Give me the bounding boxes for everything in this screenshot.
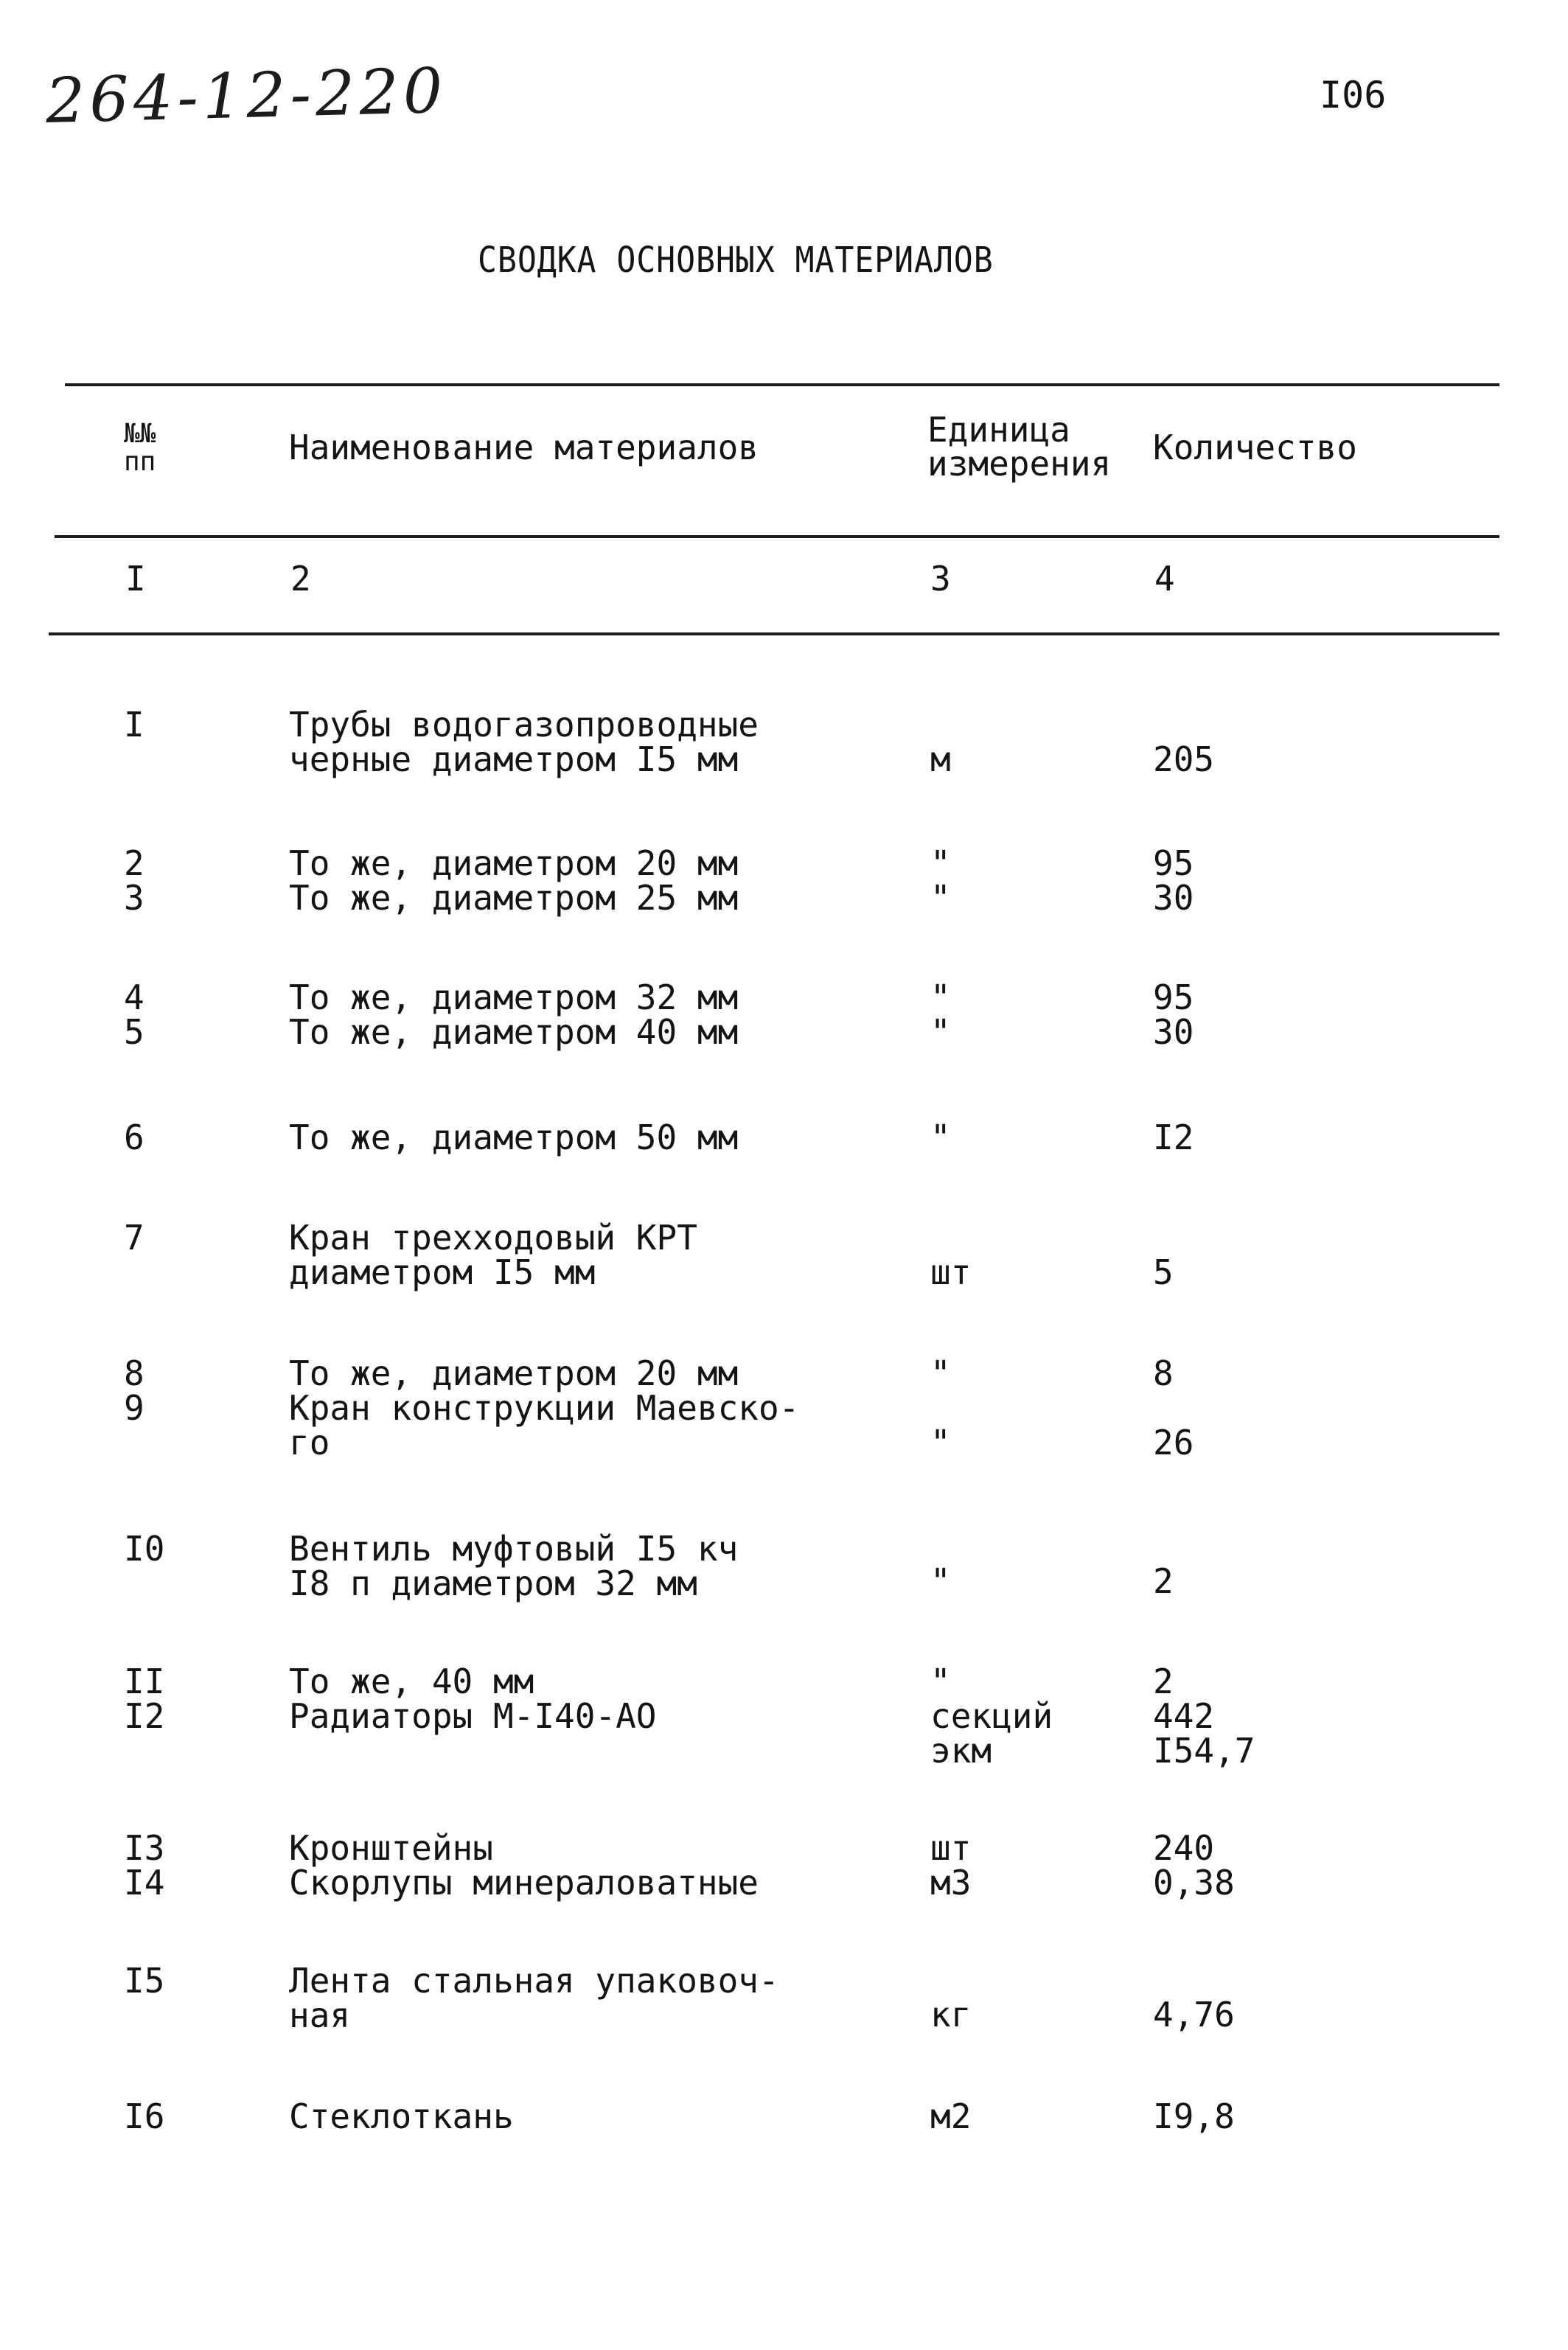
unit: м2: [930, 2096, 972, 2136]
unit: м: [930, 739, 951, 779]
material-name: То же, диаметром 20 мм То же, диаметром 25 мм: [289, 843, 739, 918]
unit: шт м3: [930, 1828, 972, 1903]
material-name: То же, диаметром 32 мм То же, диаметром 40 мм: [289, 977, 739, 1052]
unit: ": [930, 1118, 951, 1157]
unit: ": [930, 1423, 951, 1462]
material-name: Лента стальная упаковоч- ная: [289, 1961, 779, 2035]
row-number: 4 5: [124, 977, 144, 1052]
table-top-rule: [65, 383, 1499, 386]
unit: " секций экм: [930, 1662, 1053, 1771]
header-material-name: Наименование материалов: [289, 428, 759, 467]
material-name: Стеклоткань: [289, 2096, 514, 2136]
unit: ": [930, 1353, 951, 1393]
row-number: I5: [124, 1961, 165, 2001]
quantity: 8: [1153, 1353, 1174, 1393]
quantity: I2: [1153, 1118, 1194, 1157]
row-number: 8 9: [124, 1353, 144, 1428]
unit: " ": [930, 977, 951, 1052]
material-name: Трубы водогазопроводные черные диаметром I5 мм: [289, 705, 759, 779]
row-number: I: [124, 705, 144, 745]
column-number-1: I: [125, 559, 146, 599]
handwritten-doc-code: 264-12-220: [44, 54, 448, 137]
column-number-3: 3: [930, 559, 951, 599]
quantity: 95 30: [1153, 977, 1194, 1052]
column-number-2: 2: [290, 559, 311, 599]
unit: " ": [930, 843, 951, 918]
material-name: Кронштейны Скорлупы минераловатные: [289, 1828, 759, 1903]
header-quantity: Количество: [1153, 428, 1357, 467]
column-number-4: 4: [1154, 559, 1175, 599]
row-number: 6: [124, 1118, 144, 1157]
material-name: Вентиль муфтовый I5 кч I8 п диаметром 32 мм: [289, 1529, 739, 1603]
row-number: 2 3: [124, 843, 144, 918]
unit: шт: [930, 1252, 972, 1292]
quantity: 205: [1153, 739, 1215, 779]
quantity: 240 0,38: [1153, 1828, 1235, 1903]
header-unit: Единица измерения: [927, 410, 1112, 484]
quantity: I9,8: [1153, 2096, 1235, 2136]
row-number: I0: [124, 1529, 165, 1569]
header-bottom-rule: [55, 535, 1499, 538]
quantity: 2 442 I54,7: [1153, 1662, 1255, 1771]
page-number: I06: [1320, 74, 1387, 116]
quantity: 26: [1153, 1423, 1194, 1462]
quantity: 5: [1153, 1252, 1174, 1292]
material-name: То же, диаметром 50 мм: [289, 1118, 739, 1157]
unit: кг: [930, 1995, 972, 2035]
row-number: I3 I4: [124, 1828, 165, 1903]
row-number: II I2: [124, 1662, 165, 1736]
page-title: СВОДКА ОСНОВНЫХ МАТЕРИАЛОВ: [478, 240, 994, 281]
material-name: То же, 40 мм Радиаторы М-I40-АО: [289, 1662, 657, 1736]
material-name: То же, диаметром 20 мм Кран конструкции Маевско- го: [289, 1353, 800, 1462]
material-name: Кран трехходовый КРТ диаметром I5 мм: [289, 1218, 697, 1292]
quantity: 4,76: [1153, 1995, 1235, 2035]
row-number: I6: [124, 2096, 165, 2136]
header-number: №№ пп: [124, 419, 156, 477]
unit: ": [930, 1561, 951, 1601]
quantity: 95 30: [1153, 843, 1194, 918]
column-numbers-bottom-rule: [49, 632, 1499, 635]
row-number: 7: [124, 1218, 144, 1258]
quantity: 2: [1153, 1561, 1174, 1601]
